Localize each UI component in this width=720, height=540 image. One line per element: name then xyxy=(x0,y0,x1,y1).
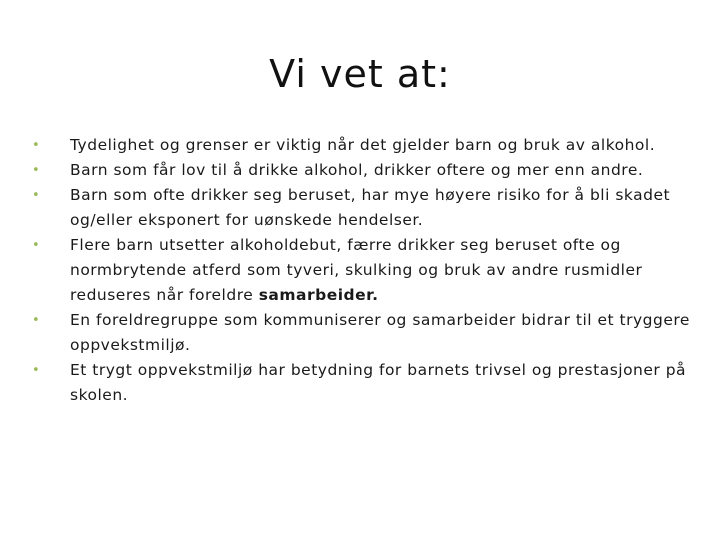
bullet-item xyxy=(30,233,690,308)
bullet-text: Et trygt oppvekstmiljø har betydning for barnets trivsel og prestasjoner på skolen. xyxy=(70,361,687,404)
bullet-bold-text: samarbeider. xyxy=(258,286,379,304)
bullet-text: En foreldregruppe som kommuniserer og samarbeider bidrar til et tryggere oppvekstmiljø. xyxy=(70,311,690,354)
bullet-dot-icon: • xyxy=(32,138,41,153)
bullet-item xyxy=(30,308,690,358)
bullet-dot-icon: • xyxy=(32,238,41,253)
bullet-dot-icon: • xyxy=(32,313,41,328)
bullet-text: Flere barn utsetter alkoholdebut, færre drikker seg beruset ofte og normbrytende atferd som tyveri, skulking og bruk av andre rusmidler reduseres når foreldre xyxy=(70,236,643,304)
bullet-item xyxy=(30,158,690,183)
bullet-dot-icon: • xyxy=(32,363,41,378)
bullet-text: Tydelighet og grenser er viktig når det gjelder barn og bruk av alkohol. xyxy=(70,136,656,154)
bullet-text: Barn som ofte drikker seg beruset, har mye høyere risiko for å bli skadet og/eller eksponert for uønskede hendelser. xyxy=(70,186,671,229)
slide-title: Vi vet at: xyxy=(269,52,451,96)
bullet-item xyxy=(30,183,690,233)
bullet-dot-icon: • xyxy=(32,188,41,203)
bullet-dot-icon: • xyxy=(32,163,41,178)
bullet-text: Barn som får lov til å drikke alkohol, drikker oftere og mer enn andre. xyxy=(70,161,644,179)
bullet-item xyxy=(30,358,690,408)
bullet-item xyxy=(30,133,690,158)
bullet-list xyxy=(30,133,690,408)
